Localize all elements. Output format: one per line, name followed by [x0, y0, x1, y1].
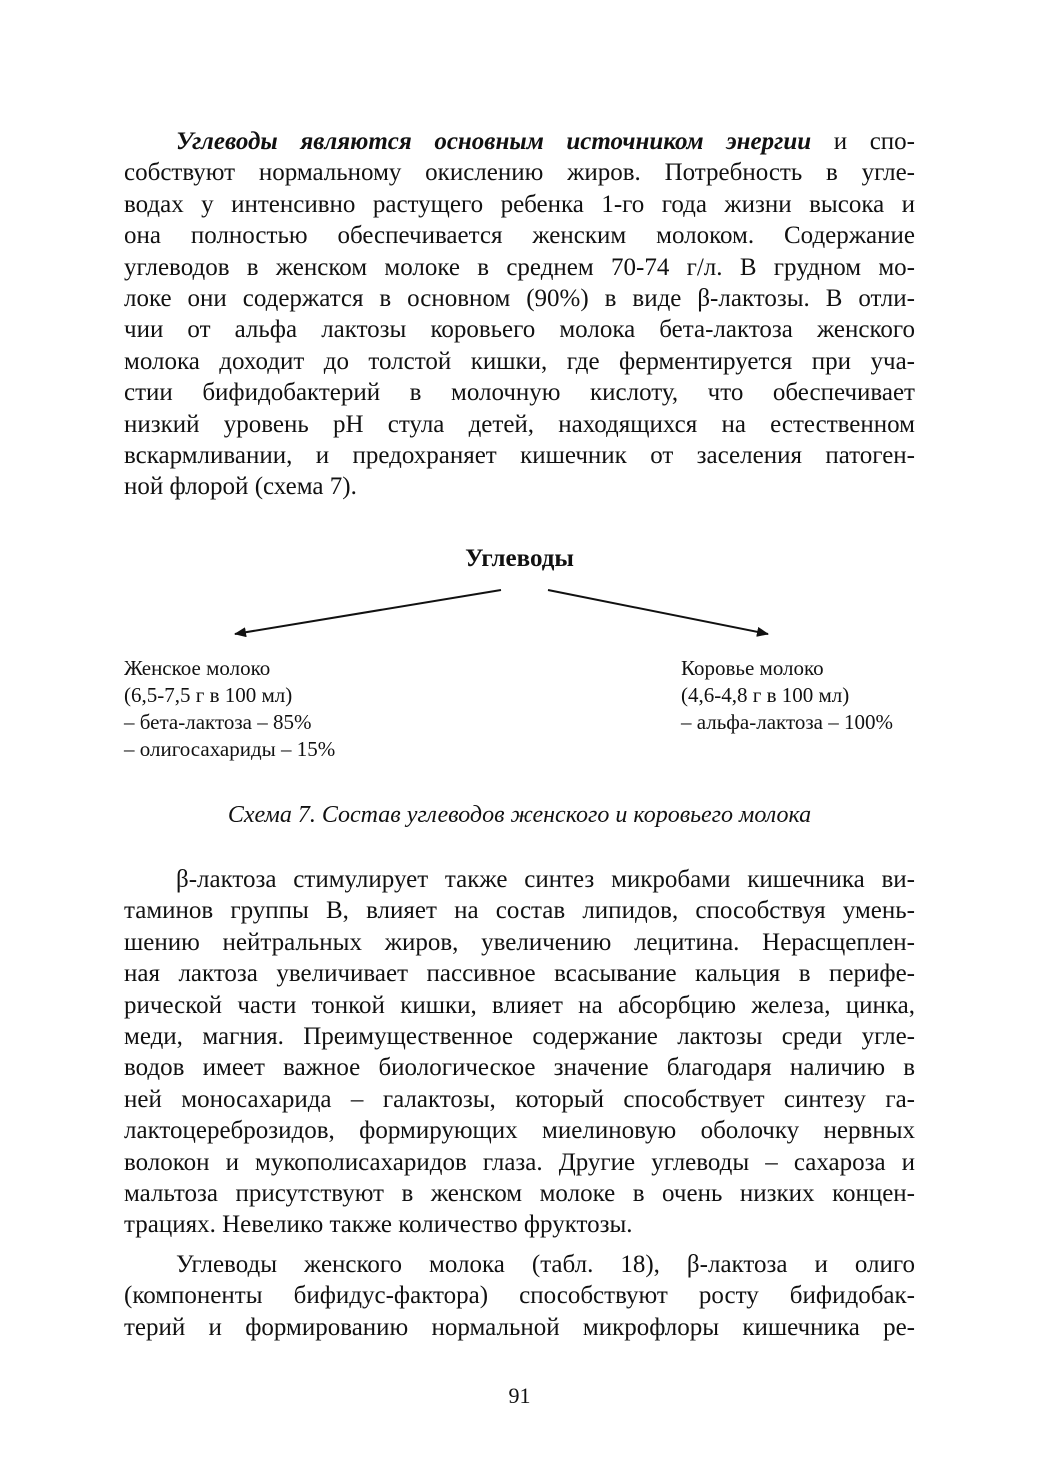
- text-line: локе они содержатся в основном (90%) в виде β-лактозы. В отли-: [124, 284, 915, 312]
- page-number: 91: [508, 1383, 531, 1408]
- text-line: водах у интенсивно растущего ребенка 1-го года жизни высока и: [124, 190, 915, 218]
- text-line: углеводов в женском молоке в среднем 70-74 г/л. В грудном мо-: [124, 253, 915, 281]
- diagram-box-human-milk: [124, 655, 335, 763]
- text-line: терий и формированию нормальной микрофлоры кишечника ре-: [124, 1313, 915, 1341]
- text-line: водов имеет важное биологическое значение благодаря наличию в: [124, 1054, 915, 1082]
- text-line: волокон и мукополисахаридов глаза. Другие углеводы – сахароза и: [124, 1148, 915, 1176]
- text-line: стии бифидобактерий в молочную кислоту, что обеспечивает: [124, 379, 915, 407]
- text-line: ней моносахарида – галактозы, который способствует синтезу га-: [124, 1085, 915, 1113]
- text-line: чии от альфа лактозы коровьего молока бета-лактоза женского: [124, 316, 915, 344]
- text-line: ная лактоза увеличивает пассивное всасывание кальция в перифе-: [124, 960, 915, 988]
- paragraph-bifidus-factor: [124, 1249, 915, 1343]
- box-amount: (4,6-4,8 г в 100 мл): [681, 683, 850, 707]
- box-item: – бета-лактоза – 85%: [124, 710, 312, 734]
- arrow-left: [235, 590, 501, 634]
- text-line: лактоцереброзидов, формирующих миелиновую оболочку нервных: [124, 1117, 915, 1145]
- text-line: она полностью обеспечивается женским молоком. Содержание: [124, 222, 915, 250]
- text-line: β-лактоза стимулирует также синтез микробами кишечника ви-: [176, 866, 915, 893]
- diagram-box-cow-milk: [681, 655, 893, 736]
- box-name: Женское молоко: [124, 656, 271, 680]
- text-line: трациях. Невелико также количество фруктозы.: [124, 1211, 633, 1239]
- text-line: рической части тонкой кишки, влияет на абсорбцию железа, цинка,: [124, 991, 915, 1019]
- text-line: ной флорой (схема 7).: [124, 473, 357, 501]
- box-item: – олигосахариды – 15%: [124, 737, 336, 761]
- paragraph-beta-lactose: [124, 864, 915, 1241]
- arrow-right: [548, 590, 768, 634]
- text-line: шению нейтральных жиров, увеличению лецитина. Нерасщеплен-: [124, 928, 915, 956]
- text-line: Углеводы женского молока (табл. 18), β-лактоза и олиго: [176, 1251, 915, 1278]
- diagram-caption: Схема 7. Состав углеводов женского и коровьего молока: [227, 802, 812, 828]
- diagram-arrows: [0, 580, 1039, 640]
- text-line: таминов группы В, влияет на состав липидов, способствуя умень-: [124, 897, 915, 925]
- text-line: мальтоза присутствуют в женском молоке в очень низких концен-: [124, 1179, 915, 1207]
- text-line: вскармливании, и предохраняет кишечник от заселения патоген-: [124, 441, 915, 469]
- text-line: собствуют нормальному окислению жиров. Потребность в угле-: [124, 159, 915, 187]
- box-amount: (6,5-7,5 г в 100 мл): [124, 683, 293, 707]
- paragraph-carbohydrates-intro: [124, 126, 915, 503]
- text-line: меди, магния. Преимущественное содержание лактозы среди угле-: [124, 1022, 915, 1050]
- box-item: – альфа-лактоза – 100%: [681, 710, 893, 734]
- text-line: низкий уровень pH стула детей, находящихся на естественном: [124, 410, 915, 438]
- text-line: молока доходит до толстой кишки, где ферментируется при уча-: [124, 347, 915, 375]
- box-name: Коровье молоко: [681, 656, 824, 680]
- lead-phrase: Углеводы являются основным источником энергии: [176, 128, 812, 155]
- text-line: Углеводы являются основным источником энергии и спо-: [176, 128, 916, 155]
- diagram-title: Углеводы: [465, 545, 574, 572]
- text-line: (компоненты бифидус-фактора) способствуют росту бифидобак-: [124, 1282, 915, 1310]
